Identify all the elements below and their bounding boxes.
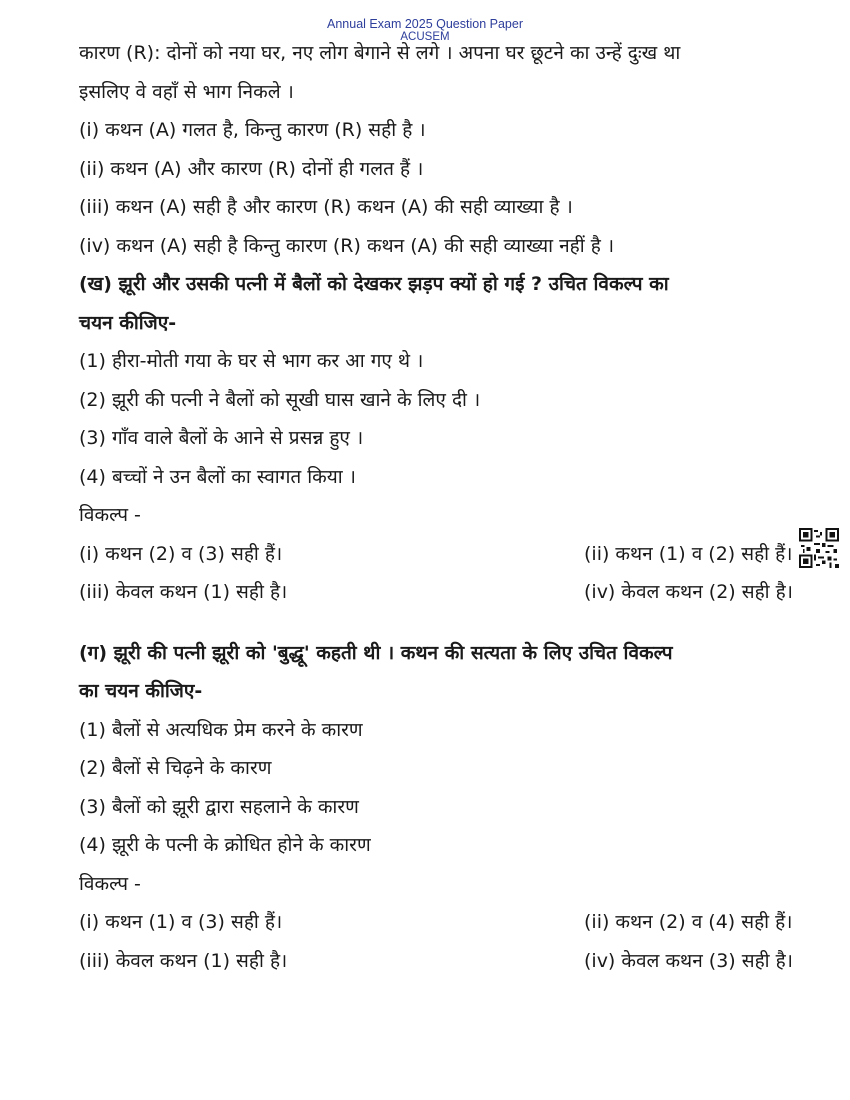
option-c-ii: (ii) कथन (2) व (4) सही हैं। <box>584 911 793 933</box>
option-a-ii: (ii) कथन (A) और कारण (R) दोनों ही गलत हैं । <box>79 157 424 180</box>
question-b-line-2: चयन कीजिए- <box>79 311 177 334</box>
options-row-c-2 <box>79 942 829 981</box>
reason-line-2: इसलिए वे वहाँ से भाग निकले । <box>79 80 294 103</box>
statement-c-2: (2) बैलों से चिढ़ने के कारण <box>79 757 272 779</box>
option-c-iv: (iv) केवल कथन (3) सही है। <box>584 949 793 972</box>
statement-b-1: (1) हीरा-मोती गया के घर से भाग कर आ गए थे । <box>79 350 424 372</box>
question-b-line-1: (ख) झूरी और उसकी पत्नी में बैलों को देखकर झड़प क्यों हो गई ? उचित विकल्प का <box>79 273 669 295</box>
statement-c-3: (3) बैलों को झूरी द्वारा सहलाने के कारण <box>79 795 359 818</box>
statement-c-1: (1) बैलों से अत्यधिक प्रेम करने के कारण <box>79 718 363 741</box>
option-b-iii: (iii) केवल कथन (1) सही है। <box>79 581 288 603</box>
reason-line-1: कारण (R): दोनों को नया घर, नए लोग बेगाने से लगे । अपना घर छूटने का उन्हें दुःख था <box>79 42 681 64</box>
options-row-b-1 <box>79 535 829 574</box>
statement-b-2: (2) झूरी की पत्नी ने बैलों को सूखी घास खाने के लिए दी । <box>79 388 481 411</box>
question-content <box>79 34 829 980</box>
statement-c-4: (4) झूरी के पत्नी के क्रोधित होने के कारण <box>79 834 371 856</box>
options-label-c: विकल्प - <box>79 872 141 895</box>
option-a-iv: (iv) कथन (A) सही है किन्तु कारण (R) कथन (A) की सही व्याख्या नहीं है । <box>79 234 615 257</box>
option-b-ii: (ii) कथन (1) व (2) सही हैं। <box>584 542 793 565</box>
option-a-i: (i) कथन (A) गलत है, किन्तु कारण (R) सही है । <box>79 119 426 141</box>
exam-subtitle: ACUSEM <box>400 31 450 43</box>
qr-code-icon <box>799 528 839 568</box>
option-b-iv: (iv) केवल कथन (2) सही है। <box>584 581 793 603</box>
options-label-b: विकल्प - <box>79 504 141 526</box>
question-c-line-2: का चयन कीजिए- <box>79 680 203 702</box>
question-c-line-1: (ग) झूरी की पत्नी झूरी को 'बुद्धू' कहती थी । कथन की सत्यता के लिए उचित विकल्प <box>79 641 673 664</box>
statement-b-3: (3) गाँव वाले बैलों के आने से प्रसन्न हुए । <box>79 427 364 449</box>
section-gap <box>79 612 829 634</box>
option-a-iii: (iii) कथन (A) सही है और कारण (R) कथन (A) की सही व्याख्या है । <box>79 196 573 218</box>
options-row-b-2 <box>79 573 829 612</box>
option-b-i: (i) कथन (2) व (3) सही हैं। <box>79 542 283 565</box>
option-c-iii: (iii) केवल कथन (1) सही है। <box>79 949 288 972</box>
statement-b-4: (4) बच्चों ने उन बैलों का स्वागत किया । <box>79 465 356 488</box>
options-row-c-1 <box>79 903 829 942</box>
exam-title: Annual Exam 2025 Question Paper <box>327 17 523 31</box>
option-c-i: (i) कथन (1) व (3) सही हैं। <box>79 911 283 933</box>
